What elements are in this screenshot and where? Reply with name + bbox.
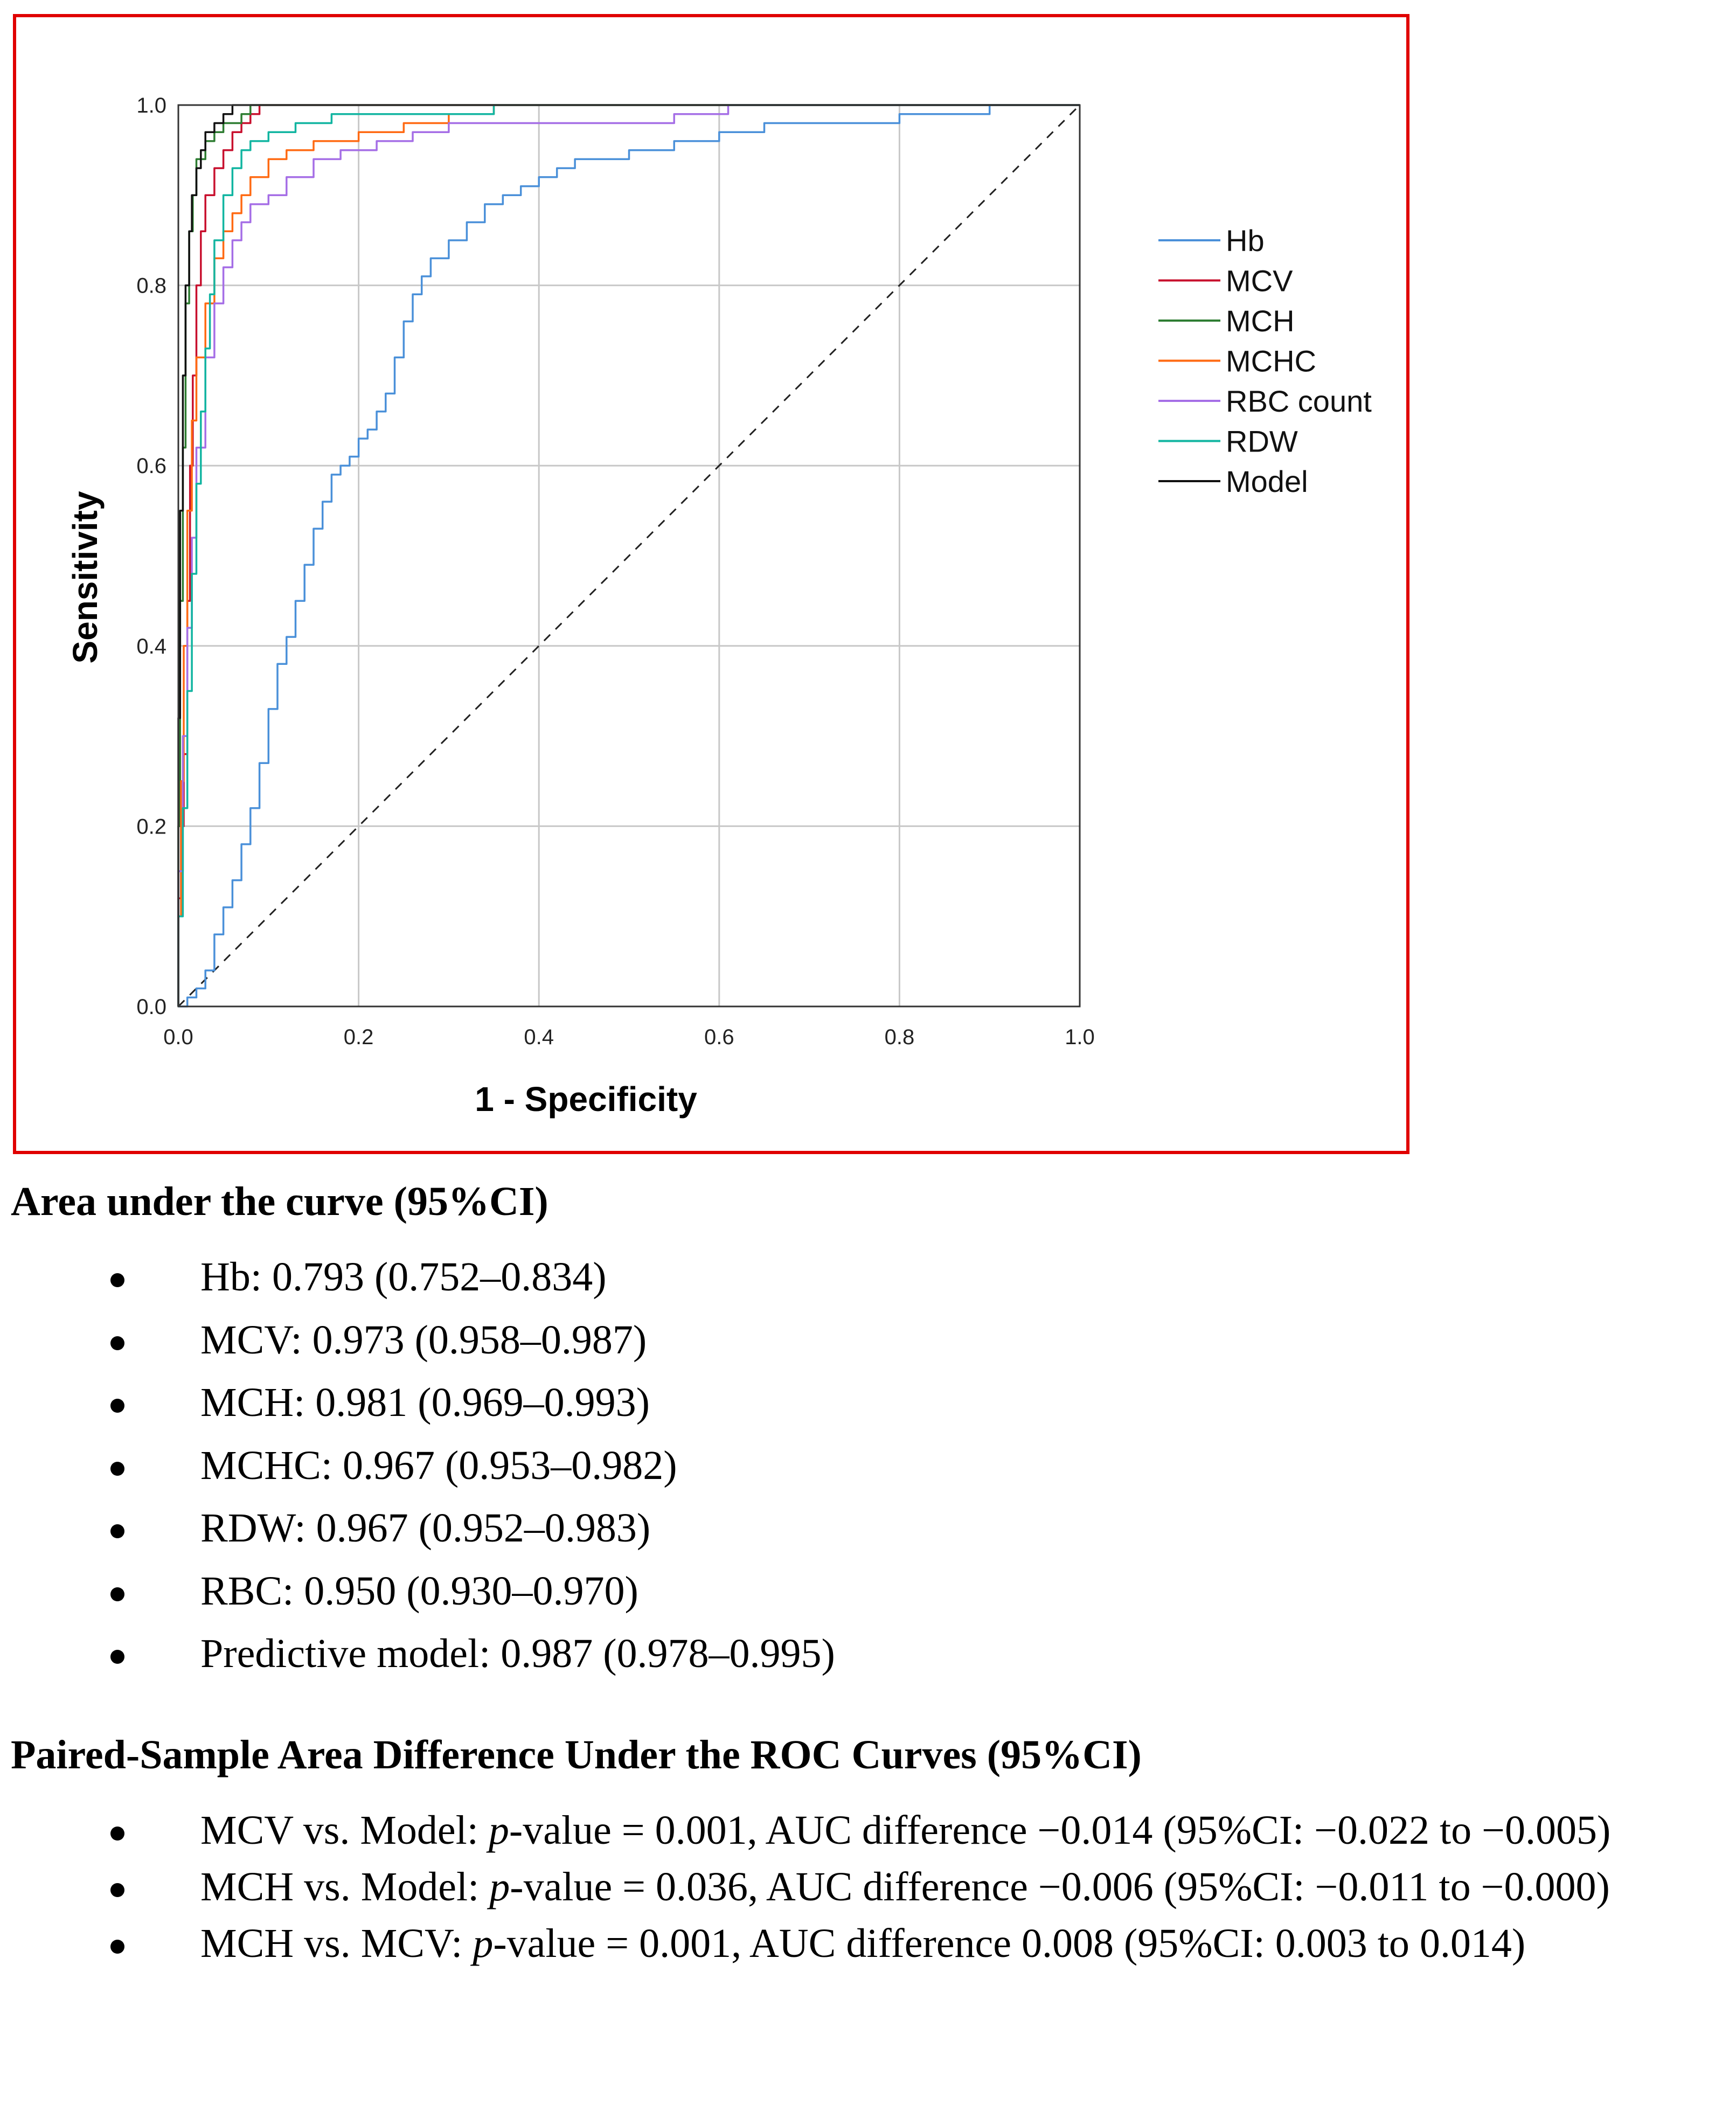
auc-item-mch: MCH: 0.981 (0.969–0.993) (0, 1378, 1736, 1441)
diff-heading: Paired-Sample Area Difference Under the ROC Curves (95%CI) (11, 1732, 1142, 1777)
auc-item-mcv: MCV: 0.973 (0.958–0.987) (0, 1316, 1736, 1379)
legend (1158, 224, 1372, 498)
bullet-icon (110, 1336, 124, 1350)
figure-frame (13, 14, 1409, 1154)
bullet-icon (110, 1462, 124, 1476)
legend-label: Model (1226, 464, 1308, 498)
auc-item-model: Predictive model: 0.987 (0.978–0.995) (0, 1629, 1736, 1692)
bullet-icon (110, 1273, 124, 1287)
auc-item-rbc: RBC: 0.950 (0.930–0.970) (0, 1567, 1736, 1630)
bullet-icon (110, 1587, 124, 1601)
y-tick-label: 0.4 (136, 634, 166, 658)
auc-heading: Area under the curve (95%CI) (11, 1179, 548, 1224)
y-tick-label: 0.6 (136, 454, 166, 478)
bullet-icon (110, 1827, 124, 1841)
y-tick-label: 0.0 (136, 995, 166, 1019)
bullet-icon (110, 1883, 124, 1897)
legend-label: RDW (1226, 424, 1298, 459)
auc-list (0, 1253, 1736, 1692)
auc-item-mchc: MCHC: 0.967 (0.953–0.982) (0, 1441, 1736, 1504)
x-tick-label: 1.0 (1065, 1025, 1095, 1049)
x-tick-label: 0.8 (884, 1025, 915, 1049)
legend-label: Hb (1226, 224, 1265, 258)
diff-item-mch-mcv: MCH vs. MCV: p-value = 0.001, AUC difference 0.008 (95%CI: 0.003 to 0.014) (0, 1919, 1736, 1968)
auc-item-rdw: RDW: 0.967 (0.952–0.983) (0, 1504, 1736, 1567)
bullet-icon (110, 1524, 124, 1538)
x-axis-title: 1 - Specificity (475, 1080, 697, 1119)
x-tick-label: 0.6 (704, 1025, 734, 1049)
auc-item-hb: Hb: 0.793 (0.752–0.834) (0, 1253, 1736, 1316)
legend-label: MCV (1226, 263, 1293, 298)
y-tick-label: 0.8 (136, 274, 166, 298)
roc-chart (16, 17, 1406, 1151)
x-tick-label: 0.4 (524, 1025, 554, 1049)
y-axis-title: Sensitivity (66, 491, 105, 664)
y-tick-label: 1.0 (136, 94, 166, 117)
legend-label: MCHC (1226, 344, 1316, 378)
y-tick-label: 0.2 (136, 815, 166, 839)
tick-layer (136, 94, 1094, 1049)
bullet-icon (110, 1940, 124, 1954)
legend-label: MCH (1226, 304, 1295, 338)
bullet-icon (110, 1650, 124, 1664)
bullet-icon (110, 1399, 124, 1413)
x-tick-label: 0.2 (343, 1025, 374, 1049)
diff-item-mcv-model: MCV vs. Model: p-value = 0.001, AUC difference −0.014 (95%CI: −0.022 to −0.005) (0, 1806, 1736, 1855)
diff-list (0, 1806, 1736, 1969)
x-tick-label: 0.0 (163, 1025, 193, 1049)
legend-label: RBC count (1226, 384, 1372, 418)
diff-item-mch-model: MCH vs. Model: p-value = 0.036, AUC difference −0.006 (95%CI: −0.011 to −0.000) (0, 1863, 1736, 1912)
